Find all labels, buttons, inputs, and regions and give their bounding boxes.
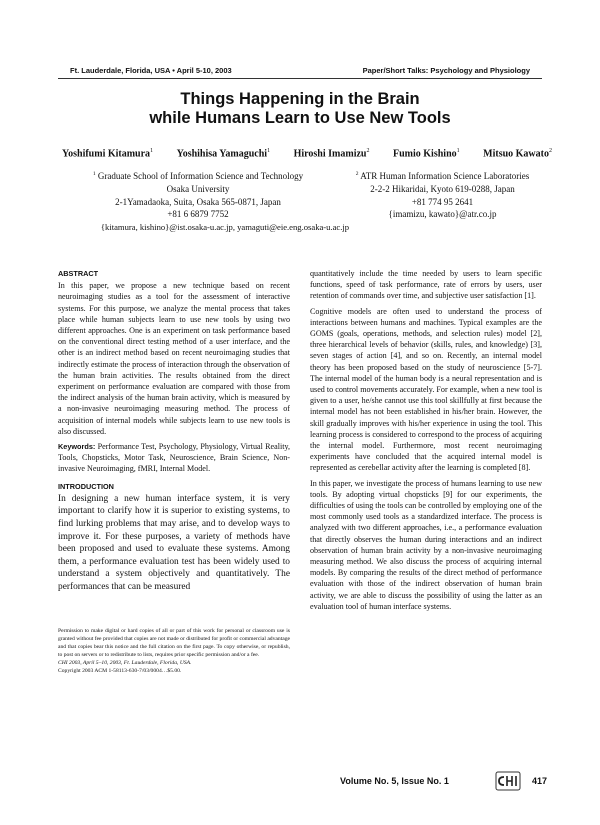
paper-title: [0, 90, 600, 128]
volume-issue: Volume No. 5, Issue No. 1: [340, 776, 449, 786]
chi-logo: [495, 771, 521, 791]
author: Yoshifumi Kitamura$^1$: [62, 148, 154, 160]
copyright-footnote: [58, 627, 290, 676]
left-column: [58, 268, 290, 598]
right-column: [310, 268, 542, 616]
introduction-section: [58, 481, 290, 594]
title-line-1: Things Happening in the Brain: [180, 90, 420, 108]
author: Hiroshi Imamizu$^2$: [293, 148, 370, 160]
email-osaka: {kitamura, kishino}@ist.osaka-u.ac.jp, yamaguti@eie.eng.osaka-u.ac.jp: [100, 222, 350, 232]
email-atr: {imamizu, kawato}@atr.co.jp: [388, 209, 497, 220]
author: Mitsuo Kawato$^2$: [483, 148, 552, 160]
running-header-right: Paper/Short Talks: Psychology and Physiology: [362, 66, 530, 75]
keywords-label: Keywords:: [58, 442, 96, 452]
page-number: 417: [532, 776, 548, 786]
body-paragraph: In this paper, we investigate the process of humans learning to use new tools. By adopting virtual chopsticks [9] for our experiments, the difficulties of using the tools can be controlled by employing one of the most commonly used tools as a standardized interface. The process is analyzed with two different approaches, i.e., a performance evaluation that directly observes the human during interactions and an indirect observation of human brain activity by a non-invasive neuroimaging measuring method. We also discuss the process of acquiring internal models. By comparing the results of the direct method of performance evaluation with those of the indirect observation of human brain activity, we are able to discuss the possibility of using the latter as an evaluation tool of human interface systems.: [310, 478, 542, 611]
header-rule: [58, 78, 542, 79]
conference-citation: CHI 2003, April 5–10, 2003, Ft. Lauderdale, Florida, USA.: [58, 660, 192, 667]
body-paragraph: Cognitive models are often used to understand the process of interactions between humans and machines. Typical examples are the GOMS (goals, operations, methods, and selection rules) model [2], three hierarchical levels of behavior (skills, rules, and knowledge) [3], seven stages of action [4], and so on. Recently, an internal model theory has been proposed based on the study of neuroscience [5-7]. The internal model of the human body is a neural representation and is used to control movements accurately. For example, when a new tool is given to a user, he/she cannot use this tool skillfully at first because the internal model has not been established in his/her brain. However, the skill gradually improves with his/her experience in using the tool. This learning process is considered to correspond to the process of acquiring the internal model. Furthermore, most recent neuroimaging experiments have concluded that the acquired internal model is represented as cerebellar activity after the learning is completed [8].: [310, 306, 542, 473]
keywords: [58, 441, 290, 475]
author: Yoshihisa Yamaguchi$^1$: [176, 148, 271, 160]
author-list: [62, 148, 552, 159]
abstract-text: In this paper, we propose a new technique based on recent neuroimaging studies as a tool for the assessment of interactive systems. For this purpose, we analyze the mental process that takes place while human subjects learn to use new tools by using two different approaches. One is an experiment on task performance based on the conventional direct testing method of a user interface, and the other is an indirect method based on recent neuroimaging studies that indirectly estimate the process of interaction through the observation of the human brain activities. The results obtained from the direct experiment on performance evaluation are compared with those from the indirect analysis of the human brain activity, which is measured by a non-invasive neuroimaging measuring method. The process of acquisition of internal models while subjects learn to use new tools is also discussed.: [58, 281, 290, 436]
title-line-2: while Humans Learn to Use New Tools: [149, 109, 451, 127]
author: Fumio Kishino$^1$: [393, 148, 460, 160]
permission-text: Permission to make digital or hard copies of all or part of this work for personal or classroom use is granted without fee provided that copies are not made or distributed for profit or commercial advantage and that copies bear this notice and the full citation on the first page. To copy otherwise, or republish, to post on servers or to redistribute to lists, requires prior specific permission and/or a fee.: [58, 628, 290, 659]
affiliation-1: $^1$ Graduate School of Information Science and Technology Osaka University 2-1Yamadaoka, Suita, Osaka 565-0871, Japan +81 6 6879 7752: [92, 171, 304, 220]
introduction-text: In designing a new human interface system, it is very important to clarify how it is superior to existing systems, to find lurking problems that may arise, and to develop ways to improve it. For these purposes, a variety of methods have been proposed and used to evaluate these systems. Among them, a performance evaluation test has been widely used to understand a system objectively and quantitatively. The performances that can be measured: [58, 493, 290, 593]
copyright-line: Copyright 2003 ACM 1-58113-630-7/03/0004…$5.00.: [58, 668, 182, 675]
introduction-heading: INTRODUCTION: [58, 481, 114, 491]
keywords-text: Performance Test, Psychology, Physiology, Virtual Reality, Tools, Chopsticks, Motor Task, Neuroscience, Brain Science, Non-invasive Neuroimaging, fMRI, Internal Model.: [58, 442, 290, 474]
running-header-left: Ft. Lauderdale, Florida, USA • April 5-10, 2003: [70, 66, 232, 75]
body-paragraph: quantitatively include the time needed by users to learn specific functions, speed of task performance, rate of errors by users, user retention of commands over time, and subjective user satisfaction [1].: [310, 269, 542, 301]
abstract-heading: ABSTRACT: [58, 269, 99, 278]
affiliation-2: $^2$ ATR Human Information Science Laboratories 2-2-2 Hikaridai, Kyoto 619-0288, Japan +81 774 95 2641 {imamizu, kawato}@atr.co.jp: [330, 168, 555, 221]
